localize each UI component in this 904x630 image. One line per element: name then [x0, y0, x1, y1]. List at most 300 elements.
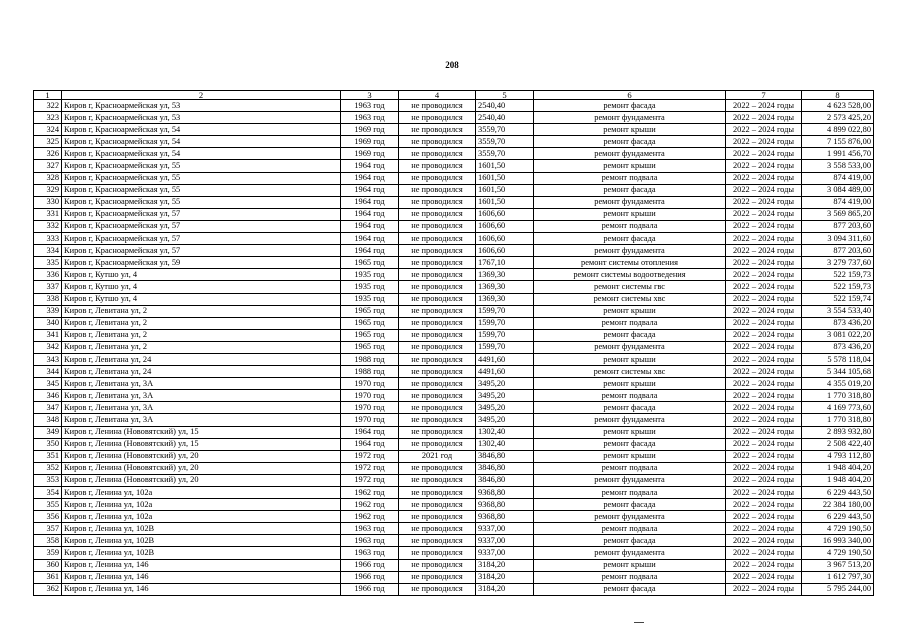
work-type-cell: ремонт системы хвс: [534, 293, 726, 305]
area-cell: 9337,00: [476, 535, 534, 547]
table-row: [34, 172, 874, 184]
column-number: 5: [476, 91, 534, 100]
address-cell: Киров г, Ленина (Нововятский) ул, 15: [62, 438, 341, 450]
work-type-cell: ремонт фундамента: [534, 474, 726, 486]
address-cell: Киров г, Ленина ул, 102В: [62, 523, 341, 535]
work-type-cell: ремонт подвала: [534, 462, 726, 474]
period-cell: 2022 – 2024 годы: [726, 317, 802, 329]
row-number: 339: [34, 305, 62, 317]
row-number: 326: [34, 148, 62, 160]
period-cell: 2022 – 2024 годы: [726, 245, 802, 257]
cost-cell: 3 279 737,60: [802, 257, 874, 269]
area-cell: 1606,60: [476, 220, 534, 232]
table-row: [34, 487, 874, 499]
table-row: [34, 293, 874, 305]
column-number: 6: [534, 91, 726, 100]
area-cell: 3846,80: [476, 462, 534, 474]
cost-cell: 2 573 425,20: [802, 112, 874, 124]
table-row: [34, 257, 874, 269]
row-number: 337: [34, 281, 62, 293]
build-year-cell: 1969 год: [341, 124, 399, 136]
period-cell: 2022 – 2024 годы: [726, 474, 802, 486]
build-year-cell: 1964 год: [341, 208, 399, 220]
last-repair-cell: не проводился: [399, 390, 476, 402]
table-row: [34, 499, 874, 511]
table-row: [34, 341, 874, 353]
period-cell: 2022 – 2024 годы: [726, 426, 802, 438]
period-cell: 2022 – 2024 годы: [726, 257, 802, 269]
area-cell: 9368,80: [476, 511, 534, 523]
address-cell: Киров г, Ленина ул, 102а: [62, 487, 341, 499]
last-repair-cell: не проводился: [399, 148, 476, 160]
last-repair-cell: не проводился: [399, 245, 476, 257]
build-year-cell: 1963 год: [341, 523, 399, 535]
address-cell: Киров г, Ленина ул, 102а: [62, 499, 341, 511]
area-cell: 1767,10: [476, 257, 534, 269]
build-year-cell: 1965 год: [341, 329, 399, 341]
cost-cell: 1 991 456,70: [802, 148, 874, 160]
table-row: [34, 305, 874, 317]
build-year-cell: 1962 год: [341, 511, 399, 523]
address-cell: Киров г, Ленина ул, 146: [62, 583, 341, 595]
row-number: 359: [34, 547, 62, 559]
period-cell: 2022 – 2024 годы: [726, 378, 802, 390]
period-cell: 2022 – 2024 годы: [726, 535, 802, 547]
period-cell: 2022 – 2024 годы: [726, 511, 802, 523]
table-row: [34, 390, 874, 402]
table-row: [34, 511, 874, 523]
table-row: [34, 426, 874, 438]
build-year-cell: 1964 год: [341, 245, 399, 257]
area-cell: 3559,70: [476, 136, 534, 148]
build-year-cell: 1964 год: [341, 196, 399, 208]
period-cell: 2022 – 2024 годы: [726, 547, 802, 559]
table-row: [34, 245, 874, 257]
work-type-cell: ремонт подвала: [534, 523, 726, 535]
build-year-cell: 1935 год: [341, 269, 399, 281]
table-row: [34, 450, 874, 462]
table-row: [34, 184, 874, 196]
area-cell: 9368,80: [476, 487, 534, 499]
row-number: 360: [34, 559, 62, 571]
address-cell: Киров г, Красноармейская ул, 55: [62, 172, 341, 184]
column-number: 3: [341, 91, 399, 100]
work-type-cell: ремонт фасада: [534, 233, 726, 245]
area-cell: 3184,20: [476, 559, 534, 571]
period-cell: 2022 – 2024 годы: [726, 353, 802, 365]
work-type-cell: ремонт фасада: [534, 583, 726, 595]
address-cell: Киров г, Кутшо ул, 4: [62, 293, 341, 305]
cost-cell: 3 554 533,40: [802, 305, 874, 317]
address-cell: Киров г, Красноармейская ул, 53: [62, 112, 341, 124]
last-repair-cell: не проводился: [399, 487, 476, 499]
row-number: 348: [34, 414, 62, 426]
address-cell: Киров г, Левитана ул, 2: [62, 341, 341, 353]
area-cell: 1599,70: [476, 341, 534, 353]
last-repair-cell: не проводился: [399, 378, 476, 390]
cost-cell: 6 229 443,50: [802, 511, 874, 523]
area-cell: 1599,70: [476, 329, 534, 341]
cost-cell: 2 508 422,40: [802, 438, 874, 450]
period-cell: 2022 – 2024 годы: [726, 414, 802, 426]
work-type-cell: ремонт крыши: [534, 353, 726, 365]
area-cell: 2540,40: [476, 100, 534, 112]
work-type-cell: ремонт фасада: [534, 184, 726, 196]
row-number: 345: [34, 378, 62, 390]
last-repair-cell: не проводился: [399, 402, 476, 414]
build-year-cell: 1964 год: [341, 426, 399, 438]
area-cell: 1369,30: [476, 281, 534, 293]
table-row: [34, 474, 874, 486]
row-number: 340: [34, 317, 62, 329]
build-year-cell: 1966 год: [341, 571, 399, 583]
last-repair-cell: не проводился: [399, 438, 476, 450]
row-number: 327: [34, 160, 62, 172]
last-repair-cell: не проводился: [399, 184, 476, 196]
cost-cell: 4 169 773,60: [802, 402, 874, 414]
table-row: [34, 438, 874, 450]
period-cell: 2022 – 2024 годы: [726, 499, 802, 511]
table-row: [34, 269, 874, 281]
address-cell: Киров г, Красноармейская ул, 55: [62, 160, 341, 172]
work-type-cell: ремонт фундамента: [534, 547, 726, 559]
work-type-cell: ремонт фундамента: [534, 245, 726, 257]
last-repair-cell: не проводился: [399, 547, 476, 559]
row-number: 332: [34, 220, 62, 232]
build-year-cell: 1972 год: [341, 474, 399, 486]
table-row: [34, 233, 874, 245]
row-number: 342: [34, 341, 62, 353]
scan-mark: [634, 622, 644, 623]
build-year-cell: 1972 год: [341, 450, 399, 462]
cost-cell: 16 993 340,00: [802, 535, 874, 547]
cost-cell: 3 569 865,20: [802, 208, 874, 220]
row-number: 356: [34, 511, 62, 523]
last-repair-cell: не проводился: [399, 474, 476, 486]
build-year-cell: 1962 год: [341, 499, 399, 511]
last-repair-cell: не проводился: [399, 462, 476, 474]
cost-cell: 7 155 876,00: [802, 136, 874, 148]
period-cell: 2022 – 2024 годы: [726, 438, 802, 450]
period-cell: 2022 – 2024 годы: [726, 462, 802, 474]
cost-cell: 22 384 180,00: [802, 499, 874, 511]
row-number: 338: [34, 293, 62, 305]
row-number: 329: [34, 184, 62, 196]
build-year-cell: 1964 год: [341, 160, 399, 172]
address-cell: Киров г, Ленина (Нововятский) ул, 20: [62, 450, 341, 462]
cost-cell: 3 084 489,00: [802, 184, 874, 196]
period-cell: 2022 – 2024 годы: [726, 366, 802, 378]
build-year-cell: 1963 год: [341, 112, 399, 124]
build-year-cell: 1966 год: [341, 583, 399, 595]
last-repair-cell: не проводился: [399, 583, 476, 595]
period-cell: 2022 – 2024 годы: [726, 172, 802, 184]
area-cell: 3495,20: [476, 402, 534, 414]
table-row: [34, 559, 874, 571]
period-cell: 2022 – 2024 годы: [726, 293, 802, 305]
build-year-cell: 1988 год: [341, 366, 399, 378]
row-number: 355: [34, 499, 62, 511]
area-cell: 3559,70: [476, 124, 534, 136]
row-number: 350: [34, 438, 62, 450]
last-repair-cell: не проводился: [399, 571, 476, 583]
build-year-cell: 1965 год: [341, 317, 399, 329]
build-year-cell: 1935 год: [341, 281, 399, 293]
table-row: [34, 220, 874, 232]
work-type-cell: ремонт фасада: [534, 535, 726, 547]
last-repair-cell: не проводился: [399, 136, 476, 148]
area-cell: 1601,50: [476, 160, 534, 172]
address-cell: Киров г, Левитана ул, 24: [62, 353, 341, 365]
row-number: 335: [34, 257, 62, 269]
table-row: [34, 547, 874, 559]
cost-cell: 4 355 019,20: [802, 378, 874, 390]
period-cell: 2022 – 2024 годы: [726, 136, 802, 148]
work-type-cell: ремонт фундамента: [534, 148, 726, 160]
row-number: 331: [34, 208, 62, 220]
table-row: [34, 535, 874, 547]
work-type-cell: ремонт фундамента: [534, 112, 726, 124]
area-cell: 3846,80: [476, 474, 534, 486]
last-repair-cell: не проводился: [399, 233, 476, 245]
period-cell: 2022 – 2024 годы: [726, 112, 802, 124]
last-repair-cell: не проводился: [399, 100, 476, 112]
work-type-cell: ремонт фундамента: [534, 511, 726, 523]
table-row: [34, 329, 874, 341]
work-type-cell: ремонт фундамента: [534, 414, 726, 426]
address-cell: Киров г, Ленина ул, 146: [62, 559, 341, 571]
build-year-cell: 1966 год: [341, 559, 399, 571]
address-cell: Киров г, Левитана ул, 2: [62, 329, 341, 341]
period-cell: 2022 – 2024 годы: [726, 124, 802, 136]
table-row: [34, 366, 874, 378]
period-cell: 2022 – 2024 годы: [726, 559, 802, 571]
build-year-cell: 1965 год: [341, 257, 399, 269]
address-cell: Киров г, Красноармейская ул, 55: [62, 184, 341, 196]
work-type-cell: ремонт фасада: [534, 100, 726, 112]
cost-cell: 1 948 404,20: [802, 474, 874, 486]
last-repair-cell: не проводился: [399, 112, 476, 124]
address-cell: Киров г, Красноармейская ул, 53: [62, 100, 341, 112]
build-year-cell: 1965 год: [341, 341, 399, 353]
table-row: [34, 124, 874, 136]
work-type-cell: ремонт крыши: [534, 160, 726, 172]
build-year-cell: 1935 год: [341, 293, 399, 305]
period-cell: 2022 – 2024 годы: [726, 269, 802, 281]
area-cell: 9337,00: [476, 547, 534, 559]
repair-schedule-table: [33, 90, 874, 596]
column-number: 8: [802, 91, 874, 100]
last-repair-cell: не проводился: [399, 220, 476, 232]
work-type-cell: ремонт системы отопления: [534, 257, 726, 269]
area-cell: 3846,80: [476, 450, 534, 462]
last-repair-cell: не проводился: [399, 523, 476, 535]
column-number-row: [34, 91, 874, 100]
work-type-cell: ремонт подвала: [534, 172, 726, 184]
cost-cell: 4 729 190,50: [802, 547, 874, 559]
address-cell: Киров г, Кутшо ул, 4: [62, 269, 341, 281]
row-number: 347: [34, 402, 62, 414]
area-cell: 3495,20: [476, 414, 534, 426]
work-type-cell: ремонт системы водоотведения: [534, 269, 726, 281]
area-cell: 1369,30: [476, 269, 534, 281]
row-number: 341: [34, 329, 62, 341]
period-cell: 2022 – 2024 годы: [726, 148, 802, 160]
cost-cell: 6 229 443,50: [802, 487, 874, 499]
last-repair-cell: не проводился: [399, 499, 476, 511]
period-cell: 2022 – 2024 годы: [726, 583, 802, 595]
area-cell: 1302,40: [476, 438, 534, 450]
row-number: 362: [34, 583, 62, 595]
row-number: 333: [34, 233, 62, 245]
table-row: [34, 583, 874, 595]
period-cell: 2022 – 2024 годы: [726, 571, 802, 583]
period-cell: 2022 – 2024 годы: [726, 450, 802, 462]
address-cell: Киров г, Ленина ул, 102В: [62, 547, 341, 559]
last-repair-cell: 2021 год: [399, 450, 476, 462]
work-type-cell: ремонт подвала: [534, 487, 726, 499]
row-number: 330: [34, 196, 62, 208]
cost-cell: 4 793 112,80: [802, 450, 874, 462]
area-cell: 3495,20: [476, 378, 534, 390]
period-cell: 2022 – 2024 годы: [726, 160, 802, 172]
period-cell: 2022 – 2024 годы: [726, 196, 802, 208]
table-row: [34, 414, 874, 426]
last-repair-cell: не проводился: [399, 353, 476, 365]
table-row: [34, 100, 874, 112]
last-repair-cell: не проводился: [399, 208, 476, 220]
build-year-cell: 1964 год: [341, 233, 399, 245]
cost-cell: 873 436,20: [802, 317, 874, 329]
work-type-cell: ремонт крыши: [534, 305, 726, 317]
column-number: 4: [399, 91, 476, 100]
row-number: 336: [34, 269, 62, 281]
area-cell: 1369,30: [476, 293, 534, 305]
last-repair-cell: не проводился: [399, 172, 476, 184]
table-row: [34, 571, 874, 583]
column-number: 2: [62, 91, 341, 100]
table-row: [34, 523, 874, 535]
build-year-cell: 1962 год: [341, 487, 399, 499]
area-cell: 1601,50: [476, 196, 534, 208]
work-type-cell: ремонт подвала: [534, 571, 726, 583]
last-repair-cell: не проводился: [399, 535, 476, 547]
cost-cell: 5 344 105,68: [802, 366, 874, 378]
build-year-cell: 1969 год: [341, 148, 399, 160]
last-repair-cell: не проводился: [399, 257, 476, 269]
build-year-cell: 1970 год: [341, 378, 399, 390]
area-cell: 4491,60: [476, 353, 534, 365]
period-cell: 2022 – 2024 годы: [726, 402, 802, 414]
address-cell: Киров г, Ленина (Нововятский) ул, 20: [62, 474, 341, 486]
last-repair-cell: не проводился: [399, 426, 476, 438]
address-cell: Киров г, Красноармейская ул, 54: [62, 124, 341, 136]
period-cell: 2022 – 2024 годы: [726, 487, 802, 499]
work-type-cell: ремонт крыши: [534, 378, 726, 390]
row-number: 323: [34, 112, 62, 124]
last-repair-cell: не проводился: [399, 305, 476, 317]
address-cell: Киров г, Левитана ул, 24: [62, 366, 341, 378]
row-number: 343: [34, 353, 62, 365]
last-repair-cell: не проводился: [399, 366, 476, 378]
period-cell: 2022 – 2024 годы: [726, 100, 802, 112]
area-cell: 1302,40: [476, 426, 534, 438]
period-cell: 2022 – 2024 годы: [726, 390, 802, 402]
area-cell: 3184,20: [476, 583, 534, 595]
row-number: 324: [34, 124, 62, 136]
last-repair-cell: не проводился: [399, 293, 476, 305]
period-cell: 2022 – 2024 годы: [726, 341, 802, 353]
cost-cell: 522 159,74: [802, 293, 874, 305]
address-cell: Киров г, Красноармейская ул, 55: [62, 196, 341, 208]
cost-cell: 3 094 311,60: [802, 233, 874, 245]
build-year-cell: 1964 год: [341, 220, 399, 232]
last-repair-cell: не проводился: [399, 124, 476, 136]
area-cell: 1606,60: [476, 245, 534, 257]
table-row: [34, 148, 874, 160]
row-number: 346: [34, 390, 62, 402]
row-number: 334: [34, 245, 62, 257]
period-cell: 2022 – 2024 годы: [726, 281, 802, 293]
area-cell: 9368,80: [476, 499, 534, 511]
build-year-cell: 1964 год: [341, 184, 399, 196]
cost-cell: 522 159,73: [802, 281, 874, 293]
area-cell: 3559,70: [476, 148, 534, 160]
work-type-cell: ремонт подвала: [534, 220, 726, 232]
build-year-cell: 1964 год: [341, 172, 399, 184]
area-cell: 1599,70: [476, 305, 534, 317]
last-repair-cell: не проводился: [399, 414, 476, 426]
row-number: 328: [34, 172, 62, 184]
address-cell: Киров г, Левитана ул, 3А: [62, 390, 341, 402]
period-cell: 2022 – 2024 годы: [726, 220, 802, 232]
cost-cell: 5 795 244,00: [802, 583, 874, 595]
row-number: 358: [34, 535, 62, 547]
address-cell: Киров г, Левитана ул, 3А: [62, 378, 341, 390]
cost-cell: 874 419,00: [802, 172, 874, 184]
build-year-cell: 1970 год: [341, 414, 399, 426]
work-type-cell: ремонт фундамента: [534, 196, 726, 208]
cost-cell: 873 436,20: [802, 341, 874, 353]
period-cell: 2022 – 2024 годы: [726, 184, 802, 196]
table-row: [34, 281, 874, 293]
last-repair-cell: не проводился: [399, 511, 476, 523]
cost-cell: 874 419,00: [802, 196, 874, 208]
table-row: [34, 160, 874, 172]
row-number: 354: [34, 487, 62, 499]
cost-cell: 4 899 022,80: [802, 124, 874, 136]
cost-cell: 4 623 528,00: [802, 100, 874, 112]
build-year-cell: 1970 год: [341, 402, 399, 414]
cost-cell: 3 081 022,20: [802, 329, 874, 341]
work-type-cell: ремонт фасада: [534, 136, 726, 148]
work-type-cell: ремонт крыши: [534, 450, 726, 462]
address-cell: Киров г, Красноармейская ул, 57: [62, 245, 341, 257]
row-number: 357: [34, 523, 62, 535]
address-cell: Киров г, Ленина ул, 146: [62, 571, 341, 583]
cost-cell: 1 770 318,80: [802, 390, 874, 402]
area-cell: 1606,60: [476, 233, 534, 245]
last-repair-cell: не проводился: [399, 341, 476, 353]
address-cell: Киров г, Левитана ул, 2: [62, 305, 341, 317]
area-cell: 9337,00: [476, 523, 534, 535]
last-repair-cell: не проводился: [399, 329, 476, 341]
address-cell: Киров г, Кутшо ул, 4: [62, 281, 341, 293]
last-repair-cell: не проводился: [399, 559, 476, 571]
row-number: 353: [34, 474, 62, 486]
work-type-cell: ремонт фасада: [534, 329, 726, 341]
row-number: 325: [34, 136, 62, 148]
